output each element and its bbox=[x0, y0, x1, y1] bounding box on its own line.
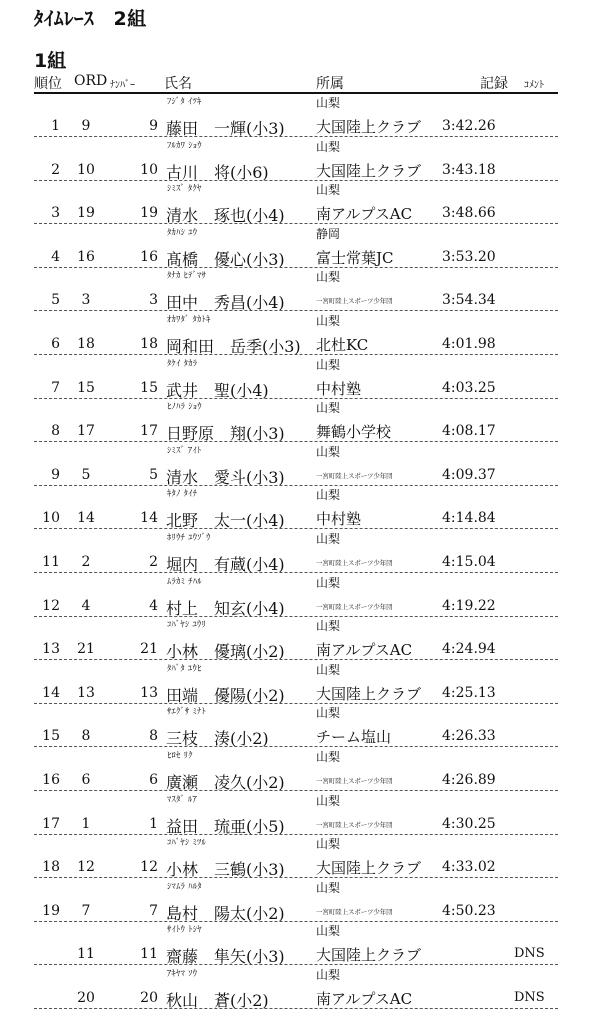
rank-cell: 12 bbox=[42, 597, 60, 614]
name-cell: 齋藤 隼矢(小3) bbox=[166, 947, 285, 967]
team-cell: 一宮町陸上スポーツ少年団 bbox=[316, 558, 393, 567]
time-cell: 4:14.84 bbox=[442, 510, 496, 527]
header-time: 記録 bbox=[480, 76, 508, 92]
result-row bbox=[34, 704, 558, 748]
result-line bbox=[34, 942, 558, 965]
header-ord: ORD bbox=[74, 73, 108, 89]
time-cell: 4:19.22 bbox=[442, 597, 496, 614]
team-cell: 中村塾 bbox=[316, 379, 362, 398]
ord-cell: 16 bbox=[77, 248, 95, 265]
runner-kana: ﾀﾅｶ ﾋﾃﾞﾏｻ bbox=[167, 271, 207, 282]
header-name: 氏名 bbox=[164, 76, 192, 92]
ord-cell: 6 bbox=[81, 771, 91, 788]
result-line bbox=[34, 594, 558, 617]
team-cell: 北杜KC bbox=[316, 335, 369, 354]
team-cell: チーム塩山 bbox=[316, 728, 392, 747]
runner-prefecture: 山梨 bbox=[316, 139, 341, 154]
time-cell: 4:26.33 bbox=[442, 728, 496, 745]
rank-cell: 3 bbox=[51, 205, 60, 222]
rank-cell: 4 bbox=[51, 248, 60, 265]
rank-cell: 11 bbox=[42, 553, 60, 570]
team-cell: 大国陸上クラブ bbox=[316, 859, 422, 878]
rank-cell: 8 bbox=[51, 423, 60, 440]
result-row bbox=[34, 748, 558, 792]
name-cell: 武井 聖(小4) bbox=[166, 380, 269, 400]
group-title: 1組 bbox=[34, 50, 67, 72]
runner-kana: ｻｴｸﾞｻ ﾐﾅﾄ bbox=[167, 707, 207, 718]
runner-prefecture: 静岡 bbox=[316, 226, 341, 241]
time-cell: 4:26.89 bbox=[442, 771, 496, 788]
result-line bbox=[34, 463, 558, 486]
bib-cell: 15 bbox=[140, 379, 158, 396]
time-cell: 4:50.23 bbox=[442, 902, 496, 919]
name-cell: 三枝 湊(小2) bbox=[166, 729, 269, 749]
bib-cell: 4 bbox=[149, 597, 158, 614]
bib-cell: 21 bbox=[140, 641, 158, 658]
result-row bbox=[34, 486, 558, 530]
result-line bbox=[34, 288, 558, 311]
runner-kana: ｵｶﾜﾀﾞ ﾀｶﾄｷ bbox=[167, 314, 211, 325]
result-line bbox=[34, 899, 558, 922]
team-cell: 舞鶴小学校 bbox=[316, 423, 392, 442]
time-cell: 4:01.98 bbox=[442, 335, 496, 352]
rank-cell: 7 bbox=[51, 379, 60, 396]
time-cell: 4:08.17 bbox=[442, 423, 496, 440]
runner-prefecture: 山梨 bbox=[316, 837, 341, 852]
name-cell: 田端 優陽(小2) bbox=[166, 685, 285, 705]
runner-prefecture: 山梨 bbox=[316, 662, 341, 677]
bib-cell: 20 bbox=[140, 989, 158, 1006]
bib-cell: 10 bbox=[140, 161, 158, 178]
bib-cell: 13 bbox=[140, 684, 158, 701]
time-cell: 4:25.13 bbox=[442, 684, 496, 701]
result-line bbox=[34, 812, 558, 835]
runner-prefecture: 山梨 bbox=[316, 619, 341, 634]
team-cell: 大国陸上クラブ bbox=[316, 684, 422, 703]
name-cell: 藤田 一輝(小3) bbox=[166, 119, 285, 138]
comment-cell: DNS bbox=[514, 989, 545, 1005]
result-row bbox=[34, 574, 558, 618]
name-cell: 益田 琉亜(小5) bbox=[166, 816, 285, 836]
runner-kana: ｻｲﾄｳ ﾄｼﾔ bbox=[167, 925, 202, 936]
time-cell: 4:03.25 bbox=[442, 379, 496, 396]
runner-kana: ｺﾊﾞﾔｼ ﾐﾂﾙ bbox=[167, 838, 207, 849]
result-line bbox=[34, 158, 558, 181]
team-cell: 一宮町陸上スポーツ少年団 bbox=[316, 907, 393, 916]
runner-prefecture: 山梨 bbox=[316, 96, 341, 110]
runner-prefecture: 山梨 bbox=[316, 793, 341, 808]
result-row bbox=[34, 443, 558, 487]
runner-kana: ﾌﾙｶﾜ ｼｮｳ bbox=[167, 140, 202, 151]
runner-prefecture: 山梨 bbox=[316, 880, 341, 895]
runner-kana: ｱｷﾔﾏ ｿｳ bbox=[167, 968, 198, 979]
ord-cell: 15 bbox=[77, 379, 95, 396]
result-row bbox=[34, 922, 558, 966]
rank-cell: 17 bbox=[42, 815, 60, 832]
result-row bbox=[34, 356, 558, 400]
result-row bbox=[34, 138, 558, 182]
rank-cell: 14 bbox=[42, 684, 60, 701]
ord-cell: 13 bbox=[77, 684, 95, 701]
result-line bbox=[34, 855, 558, 878]
name-cell: 小林 優璃(小2) bbox=[166, 642, 285, 662]
runner-kana: ｷﾀﾉ ﾀｲﾁ bbox=[167, 489, 198, 500]
team-cell: 南アルプスAC bbox=[316, 641, 413, 660]
result-line bbox=[34, 376, 558, 399]
bib-cell: 9 bbox=[149, 118, 158, 134]
team-cell: 大国陸上クラブ bbox=[316, 118, 422, 136]
runner-prefecture: 山梨 bbox=[316, 357, 341, 372]
team-cell: 南アルプスAC bbox=[316, 205, 413, 224]
runner-prefecture: 山梨 bbox=[316, 313, 341, 328]
page-title: ﾀｲﾑﾚｰｽ 2組 bbox=[34, 8, 147, 30]
time-cell: 3:43.18 bbox=[442, 161, 496, 178]
ord-cell: 21 bbox=[77, 641, 95, 658]
result-line bbox=[34, 332, 558, 355]
rank-cell: 16 bbox=[42, 771, 60, 788]
bib-cell: 17 bbox=[140, 423, 158, 440]
runner-kana: ﾀﾊﾞﾀ ﾕｳﾋ bbox=[167, 663, 202, 674]
ord-cell: 17 bbox=[77, 423, 95, 440]
ord-cell: 11 bbox=[77, 946, 95, 963]
team-cell: 大国陸上クラブ bbox=[316, 946, 422, 965]
runner-prefecture: 山梨 bbox=[316, 749, 341, 764]
result-row bbox=[34, 225, 558, 269]
header-team: 所属 bbox=[316, 76, 344, 92]
bib-cell: 19 bbox=[140, 205, 158, 222]
team-cell: 一宮町陸上スポーツ少年団 bbox=[316, 471, 393, 480]
result-line bbox=[34, 419, 558, 442]
name-cell: 日野原 翔(小3) bbox=[166, 424, 285, 444]
name-cell: 秋山 蒼(小2) bbox=[166, 990, 269, 1010]
team-cell: 中村塾 bbox=[316, 510, 362, 529]
runner-kana: ﾑﾗｶﾐ ﾁﾊﾙ bbox=[167, 576, 202, 587]
ord-cell: 10 bbox=[77, 161, 95, 178]
runner-kana: ﾀｶﾊｼ ﾕｳ bbox=[167, 227, 198, 238]
result-line bbox=[34, 986, 558, 1009]
runner-prefecture: 山梨 bbox=[316, 183, 341, 198]
bib-cell: 6 bbox=[149, 771, 158, 788]
runner-prefecture: 山梨 bbox=[316, 575, 341, 590]
name-cell: 小林 三鶴(小3) bbox=[166, 860, 285, 880]
result-row bbox=[34, 792, 558, 836]
result-row bbox=[34, 268, 558, 312]
ord-cell: 18 bbox=[77, 335, 95, 352]
name-cell: 古川 将(小6) bbox=[166, 162, 269, 182]
runner-kana: ﾎﾘｳﾁ ﾕｳｿﾞｳ bbox=[167, 532, 211, 543]
ord-cell: 20 bbox=[77, 989, 95, 1006]
runner-kana: ｼﾐｽﾞ ｱｲﾄ bbox=[167, 445, 202, 456]
name-cell: 島村 陽太(小2) bbox=[166, 903, 285, 923]
result-row bbox=[34, 530, 558, 574]
team-cell: 南アルプスAC bbox=[316, 989, 413, 1008]
time-cell: 3:42.26 bbox=[442, 118, 496, 134]
runner-prefecture: 山梨 bbox=[316, 444, 341, 459]
runner-kana: ｼﾏﾑﾗ ﾊﾙﾀ bbox=[167, 881, 202, 892]
team-cell: 一宮町陸上スポーツ少年団 bbox=[316, 820, 393, 829]
runner-kana: ﾏｽﾀﾞ ﾙｱ bbox=[167, 794, 198, 805]
runner-kana: ﾀｹｲ ﾀｶﾗ bbox=[167, 358, 198, 369]
runner-prefecture: 山梨 bbox=[316, 270, 341, 285]
rank-cell: 2 bbox=[51, 161, 60, 178]
rank-cell: 13 bbox=[42, 641, 60, 658]
result-line bbox=[34, 550, 558, 573]
header-comment: ｺﾒﾝﾄ bbox=[524, 80, 544, 91]
name-cell: 廣瀬 凌久(小2) bbox=[166, 772, 285, 792]
ord-cell: 12 bbox=[77, 859, 95, 876]
ord-cell: 19 bbox=[77, 205, 95, 222]
ord-cell: 8 bbox=[81, 728, 91, 745]
ord-cell: 14 bbox=[77, 510, 95, 527]
name-cell: 清水 愛斗(小3) bbox=[166, 467, 285, 487]
bib-cell: 16 bbox=[140, 248, 158, 265]
time-cell: 4:09.37 bbox=[442, 466, 496, 483]
runner-prefecture: 山梨 bbox=[316, 401, 341, 416]
rank-cell: 1 bbox=[51, 118, 60, 134]
time-cell: 4:24.94 bbox=[442, 641, 496, 658]
rank-cell: 9 bbox=[51, 466, 60, 483]
name-cell: 髙橋 優心(小3) bbox=[166, 249, 285, 269]
results-header bbox=[34, 72, 558, 94]
header-bib: ﾅﾝﾊﾞｰ bbox=[110, 80, 135, 91]
result-line bbox=[34, 681, 558, 704]
runner-prefecture: 山梨 bbox=[316, 924, 341, 939]
time-cell: 4:30.25 bbox=[442, 815, 496, 832]
time-cell: 4:15.04 bbox=[442, 553, 496, 570]
time-cell: 3:53.20 bbox=[442, 248, 496, 265]
time-cell: 3:48.66 bbox=[442, 205, 496, 222]
result-line bbox=[34, 724, 558, 747]
result-line bbox=[34, 201, 558, 224]
bib-cell: 7 bbox=[149, 902, 158, 919]
runner-kana: ﾋﾉﾊﾗ ｼｮｳ bbox=[167, 402, 202, 413]
bib-cell: 3 bbox=[149, 292, 158, 309]
bib-cell: 14 bbox=[140, 510, 158, 527]
team-cell: 一宮町陸上スポーツ少年団 bbox=[316, 602, 393, 611]
result-row bbox=[34, 617, 558, 661]
ord-cell: 3 bbox=[81, 292, 91, 309]
ord-cell: 4 bbox=[81, 597, 91, 614]
team-cell: 富士常葉JC bbox=[316, 248, 394, 267]
time-cell: 4:33.02 bbox=[442, 859, 496, 876]
result-row bbox=[34, 879, 558, 923]
bib-cell: 2 bbox=[149, 553, 158, 570]
name-cell: 村上 知玄(小4) bbox=[166, 598, 285, 618]
result-row bbox=[34, 661, 558, 705]
runner-prefecture: 山梨 bbox=[316, 488, 341, 503]
result-line bbox=[34, 637, 558, 660]
bib-cell: 12 bbox=[140, 859, 158, 876]
rank-cell: 18 bbox=[42, 859, 60, 876]
result-row bbox=[34, 94, 558, 138]
runner-kana: ｺﾊﾞﾔｼ ﾕｳﾘ bbox=[167, 620, 207, 631]
runner-kana: ﾋﾛｾ ﾘｸ bbox=[167, 750, 193, 761]
result-line bbox=[34, 114, 558, 137]
result-row bbox=[34, 312, 558, 356]
name-cell: 堀内 有蔵(小4) bbox=[166, 554, 285, 574]
bib-cell: 5 bbox=[149, 466, 158, 483]
runner-kana: ｼﾐｽﾞ ﾀｸﾔ bbox=[167, 184, 202, 195]
bib-cell: 8 bbox=[149, 728, 158, 745]
bib-cell: 1 bbox=[149, 815, 158, 832]
name-cell: 北野 太一(小4) bbox=[166, 511, 285, 531]
runner-prefecture: 山梨 bbox=[316, 967, 341, 982]
result-row bbox=[34, 966, 558, 1010]
header-rank: 順位 bbox=[34, 76, 62, 92]
team-cell: 一宮町陸上スポーツ少年団 bbox=[316, 297, 393, 306]
runner-kana: ﾌｼﾞﾀ ｲﾂｷ bbox=[167, 97, 202, 107]
result-row bbox=[34, 399, 558, 443]
bib-cell: 18 bbox=[140, 335, 158, 352]
runner-prefecture: 山梨 bbox=[316, 706, 341, 721]
rank-cell: 10 bbox=[42, 510, 60, 527]
rank-cell: 15 bbox=[42, 728, 60, 745]
ord-cell: 1 bbox=[81, 815, 91, 832]
rank-cell: 6 bbox=[51, 335, 60, 352]
result-row bbox=[34, 181, 558, 225]
ord-cell: 9 bbox=[81, 118, 91, 134]
result-line bbox=[34, 768, 558, 791]
result-line bbox=[34, 245, 558, 268]
team-cell: 大国陸上クラブ bbox=[316, 161, 422, 180]
name-cell: 田中 秀昌(小4) bbox=[166, 293, 285, 313]
comment-cell: DNS bbox=[514, 946, 545, 962]
time-cell: 3:54.34 bbox=[442, 292, 496, 309]
result-line bbox=[34, 506, 558, 529]
runner-prefecture: 山梨 bbox=[316, 531, 341, 546]
bib-cell: 11 bbox=[140, 946, 158, 963]
ord-cell: 5 bbox=[81, 466, 91, 483]
ord-cell: 2 bbox=[81, 553, 91, 570]
name-cell: 岡和田 岳季(小3) bbox=[166, 336, 301, 356]
rank-cell: 19 bbox=[42, 902, 60, 919]
result-row bbox=[34, 835, 558, 879]
rank-cell: 5 bbox=[51, 292, 60, 309]
ord-cell: 7 bbox=[81, 902, 91, 919]
team-cell: 一宮町陸上スポーツ少年団 bbox=[316, 776, 393, 785]
name-cell: 清水 琢也(小4) bbox=[166, 206, 285, 226]
results-list bbox=[34, 94, 558, 1009]
